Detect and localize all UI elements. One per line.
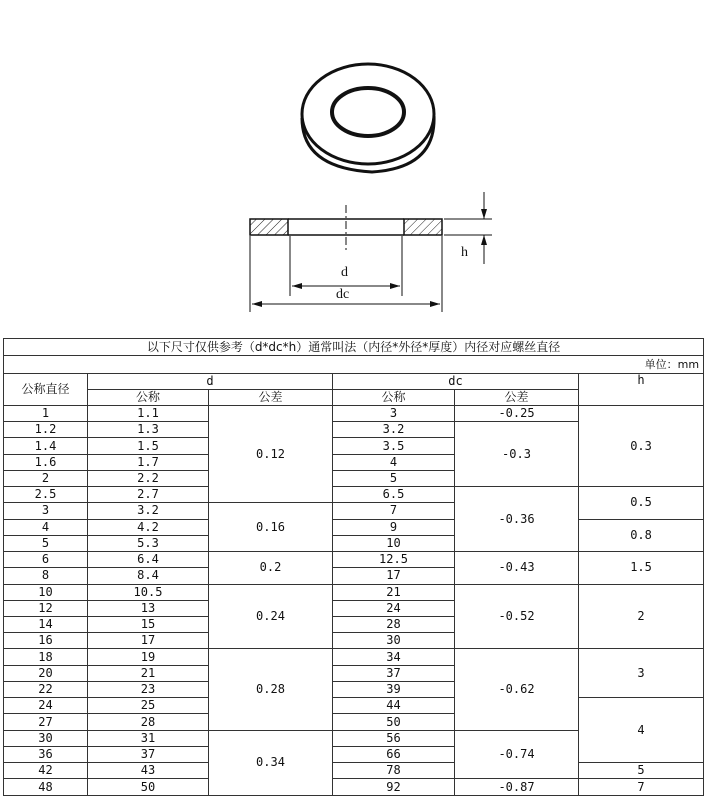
cell-nominal-diameter: 24 bbox=[4, 698, 88, 714]
table-row bbox=[4, 487, 704, 503]
cell-dc-nominal: 78 bbox=[333, 763, 455, 779]
cell-d-nominal: 43 bbox=[88, 763, 209, 779]
cell-nominal-diameter: 14 bbox=[4, 617, 88, 633]
cell-nominal-diameter: 18 bbox=[4, 649, 88, 665]
cell-d-nominal: 15 bbox=[88, 617, 209, 633]
header-nominal-diameter: 公称直径 bbox=[4, 373, 88, 405]
cell-nominal-diameter: 27 bbox=[4, 714, 88, 730]
cell-d-nominal: 21 bbox=[88, 665, 209, 681]
cell-dc-nominal: 4 bbox=[333, 454, 455, 470]
cell-dc-nominal: 92 bbox=[333, 779, 455, 796]
cell-dc-nominal: 28 bbox=[333, 617, 455, 633]
cell-dc-nominal: 12.5 bbox=[333, 552, 455, 568]
cell-dc-tolerance: -0.43 bbox=[455, 552, 579, 584]
cell-nominal-diameter: 36 bbox=[4, 746, 88, 762]
cell-d-tolerance: 0.24 bbox=[209, 584, 333, 649]
cell-nominal-diameter: 8 bbox=[4, 568, 88, 584]
cell-nominal-diameter: 1.2 bbox=[4, 422, 88, 438]
cell-dc-tolerance: -0.74 bbox=[455, 730, 579, 779]
dim-label-h: h bbox=[461, 245, 468, 260]
cell-dc-nominal: 21 bbox=[333, 584, 455, 600]
cell-nominal-diameter: 4 bbox=[4, 519, 88, 535]
cell-dc-nominal: 9 bbox=[333, 519, 455, 535]
cell-dc-nominal: 17 bbox=[333, 568, 455, 584]
header-dc-tolerance: 公差 bbox=[455, 389, 579, 405]
cell-dc-tolerance: -0.52 bbox=[455, 584, 579, 649]
cell-dc-nominal: 6.5 bbox=[333, 487, 455, 503]
table-row bbox=[4, 779, 704, 796]
cell-h: 3 bbox=[579, 649, 704, 698]
cell-dc-nominal: 56 bbox=[333, 730, 455, 746]
header-d-nominal: 公称 bbox=[88, 389, 209, 405]
cell-d-nominal: 19 bbox=[88, 649, 209, 665]
table-row bbox=[4, 552, 704, 568]
cell-d-nominal: 1.7 bbox=[88, 454, 209, 470]
cell-nominal-diameter: 42 bbox=[4, 763, 88, 779]
cell-dc-nominal: 66 bbox=[333, 746, 455, 762]
cell-d-nominal: 13 bbox=[88, 600, 209, 616]
cell-d-nominal: 3.2 bbox=[88, 503, 209, 519]
cell-nominal-diameter: 3 bbox=[4, 503, 88, 519]
washer-spec-table bbox=[3, 338, 704, 796]
cell-dc-nominal: 24 bbox=[333, 600, 455, 616]
cell-dc-nominal: 3.5 bbox=[333, 438, 455, 454]
cell-d-nominal: 31 bbox=[88, 730, 209, 746]
cell-d-tolerance: 0.12 bbox=[209, 405, 333, 502]
washer-3d-illustration bbox=[302, 64, 434, 172]
cell-dc-tolerance: -0.87 bbox=[455, 779, 579, 796]
cell-dc-tolerance: -0.3 bbox=[455, 422, 579, 487]
header-d: d bbox=[88, 373, 333, 389]
cell-h: 0.3 bbox=[579, 405, 704, 486]
cell-dc-nominal: 39 bbox=[333, 681, 455, 697]
cell-nominal-diameter: 2.5 bbox=[4, 487, 88, 503]
header-dc: dc bbox=[333, 373, 579, 389]
cell-nominal-diameter: 48 bbox=[4, 779, 88, 796]
cell-nominal-diameter: 5 bbox=[4, 535, 88, 551]
cell-dc-nominal: 34 bbox=[333, 649, 455, 665]
table-row bbox=[4, 649, 704, 665]
cell-d-nominal: 8.4 bbox=[88, 568, 209, 584]
cell-h: 5 bbox=[579, 763, 704, 779]
cell-dc-nominal: 7 bbox=[333, 503, 455, 519]
cell-d-nominal: 37 bbox=[88, 746, 209, 762]
cell-h: 7 bbox=[579, 779, 704, 796]
cell-d-nominal: 2.7 bbox=[88, 487, 209, 503]
header-d-tolerance: 公差 bbox=[209, 389, 333, 405]
cell-d-nominal: 25 bbox=[88, 698, 209, 714]
unit-label: 单位：mm bbox=[4, 356, 704, 373]
washer-section-view bbox=[250, 192, 492, 312]
cell-d-tolerance: 0.34 bbox=[209, 730, 333, 795]
cell-dc-nominal: 44 bbox=[333, 698, 455, 714]
dim-label-d: d bbox=[341, 265, 348, 280]
cell-dc-nominal: 10 bbox=[333, 535, 455, 551]
table-row bbox=[4, 405, 704, 421]
header-dc-nominal: 公称 bbox=[333, 389, 455, 405]
cell-nominal-diameter: 1 bbox=[4, 405, 88, 421]
cell-d-nominal: 6.4 bbox=[88, 552, 209, 568]
cell-nominal-diameter: 1.4 bbox=[4, 438, 88, 454]
cell-h: 1.5 bbox=[579, 552, 704, 584]
cell-d-nominal: 1.3 bbox=[88, 422, 209, 438]
cell-d-tolerance: 0.16 bbox=[209, 503, 333, 552]
dim-label-dc: dc bbox=[336, 287, 350, 302]
table-title: 以下尺寸仅供参考（d*dc*h）通常叫法（内径*外径*厚度）内径对应螺丝直径 bbox=[4, 339, 704, 356]
cell-nominal-diameter: 12 bbox=[4, 600, 88, 616]
cell-dc-tolerance: -0.25 bbox=[455, 405, 579, 421]
cell-dc-nominal: 5 bbox=[333, 470, 455, 486]
cell-d-nominal: 1.1 bbox=[88, 405, 209, 421]
cell-nominal-diameter: 2 bbox=[4, 470, 88, 486]
cell-h: 2 bbox=[579, 584, 704, 649]
cell-dc-nominal: 3.2 bbox=[333, 422, 455, 438]
cell-d-tolerance: 0.2 bbox=[209, 552, 333, 584]
cell-d-nominal: 28 bbox=[88, 714, 209, 730]
cell-nominal-diameter: 30 bbox=[4, 730, 88, 746]
cell-nominal-diameter: 20 bbox=[4, 665, 88, 681]
cell-d-nominal: 10.5 bbox=[88, 584, 209, 600]
table-row bbox=[4, 763, 704, 779]
cell-d-nominal: 50 bbox=[88, 779, 209, 796]
table-row bbox=[4, 698, 704, 714]
cell-nominal-diameter: 16 bbox=[4, 633, 88, 649]
cell-nominal-diameter: 1.6 bbox=[4, 454, 88, 470]
cell-d-nominal: 4.2 bbox=[88, 519, 209, 535]
cell-nominal-diameter: 22 bbox=[4, 681, 88, 697]
cell-h: 4 bbox=[579, 698, 704, 763]
cell-nominal-diameter: 6 bbox=[4, 552, 88, 568]
cell-h: 0.5 bbox=[579, 487, 704, 519]
cell-nominal-diameter: 10 bbox=[4, 584, 88, 600]
cell-d-nominal: 5.3 bbox=[88, 535, 209, 551]
cell-dc-nominal: 30 bbox=[333, 633, 455, 649]
cell-d-nominal: 23 bbox=[88, 681, 209, 697]
header-h: h bbox=[579, 373, 704, 405]
cell-d-nominal: 2.2 bbox=[88, 470, 209, 486]
washer-drawing bbox=[0, 0, 706, 330]
cell-d-nominal: 17 bbox=[88, 633, 209, 649]
cell-dc-tolerance: -0.36 bbox=[455, 487, 579, 552]
cell-d-nominal: 1.5 bbox=[88, 438, 209, 454]
cell-h: 0.8 bbox=[579, 519, 704, 551]
table-row bbox=[4, 519, 704, 535]
cell-dc-nominal: 37 bbox=[333, 665, 455, 681]
cell-dc-nominal: 50 bbox=[333, 714, 455, 730]
cell-d-tolerance: 0.28 bbox=[209, 649, 333, 730]
table-row bbox=[4, 584, 704, 600]
cell-dc-tolerance: -0.62 bbox=[455, 649, 579, 730]
cell-dc-nominal: 3 bbox=[333, 405, 455, 421]
